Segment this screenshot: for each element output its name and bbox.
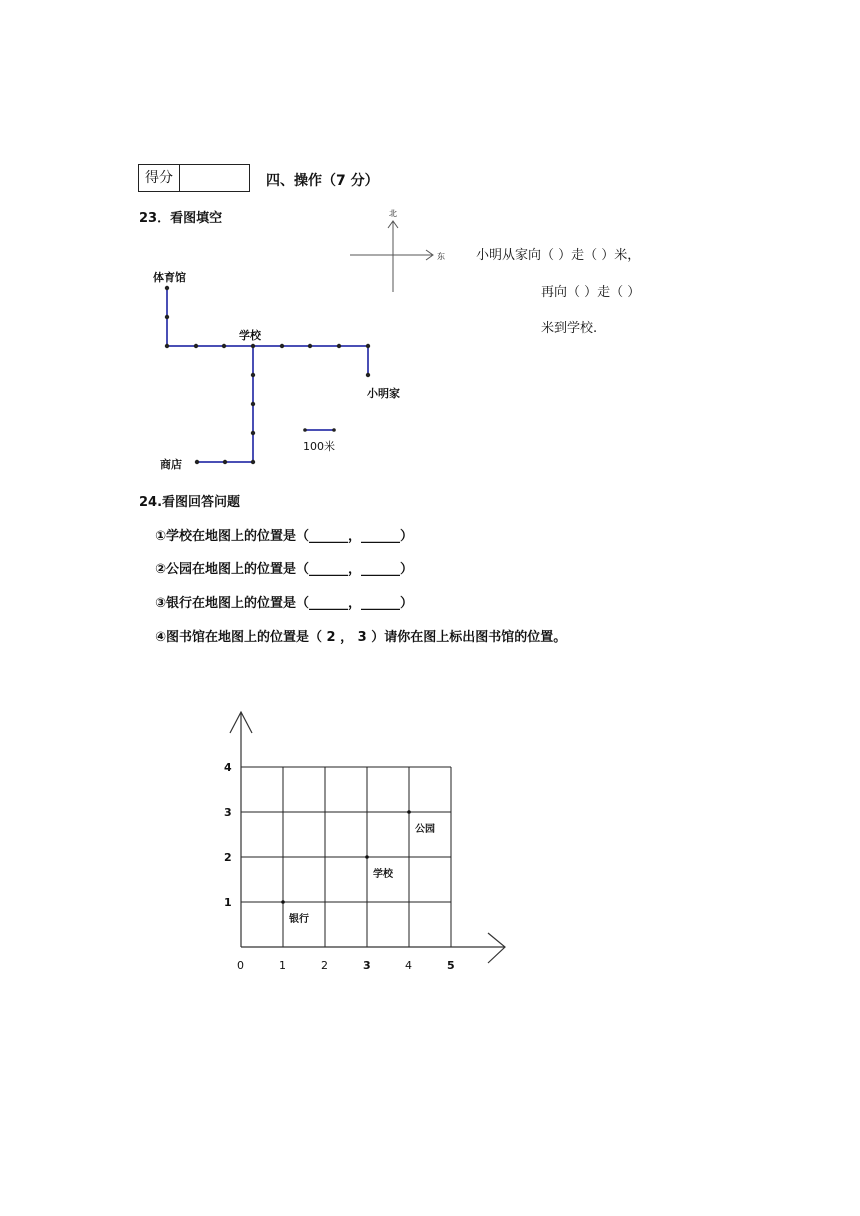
q24-item-1: ①学校在地图上的位置是（______，______） xyxy=(155,529,414,544)
x-tick-label: 2 xyxy=(321,959,328,972)
map-label-school: 学校 xyxy=(239,329,261,342)
section-title: 四、操作（7 分） xyxy=(266,173,379,189)
y-tick-label: 4 xyxy=(224,761,232,774)
map-label-gym: 体育馆 xyxy=(153,271,186,284)
q23-fill-line-1: 小明从家向（ ）走（ ）米， xyxy=(476,248,641,263)
grid-lines xyxy=(241,767,451,947)
q24-title: 24.看图回答问题 xyxy=(139,495,241,510)
grid-point-label: 学校 xyxy=(373,869,393,880)
x-tick-label: 3 xyxy=(363,959,371,972)
grid-point-label: 公园 xyxy=(415,824,435,835)
x-axis-arrow-icon xyxy=(488,933,505,963)
map-label-home: 小明家 xyxy=(367,387,400,400)
x-tick-label: 4 xyxy=(405,959,412,972)
grid-point xyxy=(365,855,369,859)
grid-point xyxy=(407,810,411,814)
q24-item-3: ③银行在地图上的位置是（______，______） xyxy=(155,596,414,611)
q23-fill-line-2: 再向（ ）走（ ） xyxy=(541,285,641,300)
score-label: 得分 xyxy=(139,165,180,191)
x-tick-label: 1 xyxy=(279,959,286,972)
grid-point xyxy=(281,900,285,904)
y-tick-label: 3 xyxy=(224,806,232,819)
q24-item-4: ④图书馆在地图上的位置是（ 2 ， 3 ）请你在图上标出图书馆的位置。 xyxy=(155,630,567,645)
compass-east-label: 东 xyxy=(437,252,445,261)
grid-point-label: 银行 xyxy=(289,914,309,925)
q23-title: 23．看图填空 xyxy=(139,211,223,226)
y-tick-label: 2 xyxy=(224,851,232,864)
map-label-shop: 商店 xyxy=(160,458,182,471)
compass-north-label: 北 xyxy=(389,209,397,218)
y-tick-label: 1 xyxy=(224,896,232,909)
x-tick-label: 0 xyxy=(237,959,244,972)
scale-label: 100米 xyxy=(303,440,335,453)
q23-fill-line-3: 米到学校. xyxy=(541,321,598,336)
x-tick-label: 5 xyxy=(447,959,455,972)
q24-item-2: ②公园在地图上的位置是（______，______） xyxy=(155,562,414,577)
